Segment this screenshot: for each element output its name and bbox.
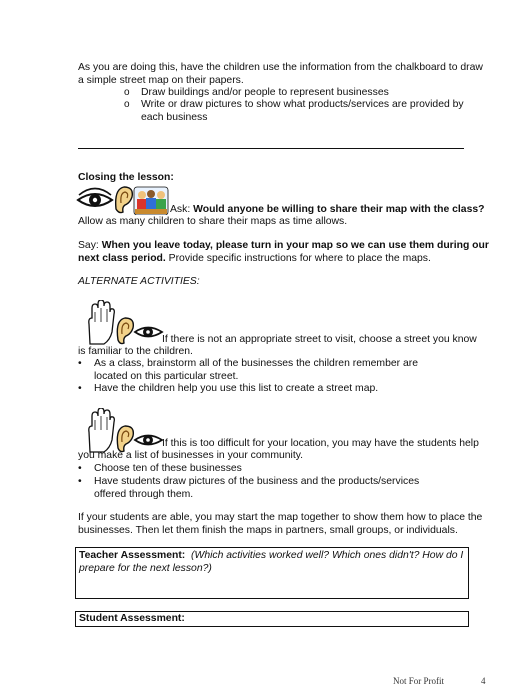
student-assessment-box[interactable] [75,611,469,627]
page-number: 4 [481,676,486,686]
alternate-heading: ALTERNATE ACTIVITIES: [78,276,200,287]
footer-note: Not For Profit [393,676,445,686]
activity2-lead-cont: you make a list of businesses in your community. [78,450,304,461]
ear-icon [116,187,133,213]
teacher-assessment-prompt: (Which activities worked well? Which ones didn't? How do I prepare for the next lesson?) [79,550,464,574]
eye-icon [78,189,112,207]
bullet-text: As a class, brainstorm all of the businesses the children remember are located on this particular street. [94,358,418,382]
sublist-text: Draw buildings and/or people to represent businesses [141,87,389,98]
bullet-dot: • [78,383,82,394]
sublist-marker: o [124,87,130,98]
eye-icon [135,327,162,337]
children-group-icon [134,187,168,215]
activity1-lead: If there is not an appropriate street to visit, choose a street you know [162,334,477,345]
section-divider [78,148,464,149]
hand-icon [89,408,115,452]
bullet-text: Choose ten of these businesses [94,463,242,474]
ask-question: Would anyone be willing to share their map with the class? [193,204,485,215]
teacher-assessment-box[interactable] [75,547,469,599]
intro-line-2: a simple street map on their papers. [78,75,244,86]
hand-ear-eye-icons [86,300,164,346]
allow-text: Allow as many children to share their maps as time allows. [78,216,348,227]
bullet-text: Have the children help you use this list to create a street map. [94,383,379,394]
page-footer [393,676,521,686]
say-after: Provide specific instructions for where to place the maps. [165,252,431,264]
teacher-assessment-label: Teacher Assessment: [79,550,186,561]
hand-icon [89,300,115,344]
ear-icon [117,318,133,344]
ask-label: Ask: [170,204,194,215]
intro-line-1: As you are doing this, have the children use the information from the chalkboard to draw [78,62,483,73]
eye-icon [135,435,162,445]
sublist-text: Write or draw pictures to show what products/services are provided by each business [141,99,464,123]
say-label: Say: [78,240,102,251]
ear-icon [117,426,133,452]
say-paragraph [78,240,500,266]
sublist-marker: o [124,99,130,110]
activity1-lead-cont: is familiar to the children. [78,346,193,357]
hand-ear-eye-icons [86,408,164,454]
closing-heading: Closing the lesson: [78,172,174,183]
bullet-dot: • [78,476,82,487]
eye-ear-group-icons [76,183,170,215]
say-text: When you leave today, please turn in your map so we can use them during our next class period. [78,240,489,264]
bullet-dot: • [78,358,82,369]
ask-line [170,204,500,217]
bullet-text: Have students draw pictures of the business and the products/services offered through them. [94,476,420,500]
bullet-dot: • [78,463,82,474]
activity2-lead: If this is too difficult for your location, you may have the students help [162,438,479,449]
closing-paragraph: If your students are able, you may start the map together to show them how to place the businesses. Then let them finish the maps in partners, small groups, or individuals. [78,512,483,536]
teacher-assessment-text [79,550,465,576]
student-assessment-label: Student Assessment: [79,613,185,624]
